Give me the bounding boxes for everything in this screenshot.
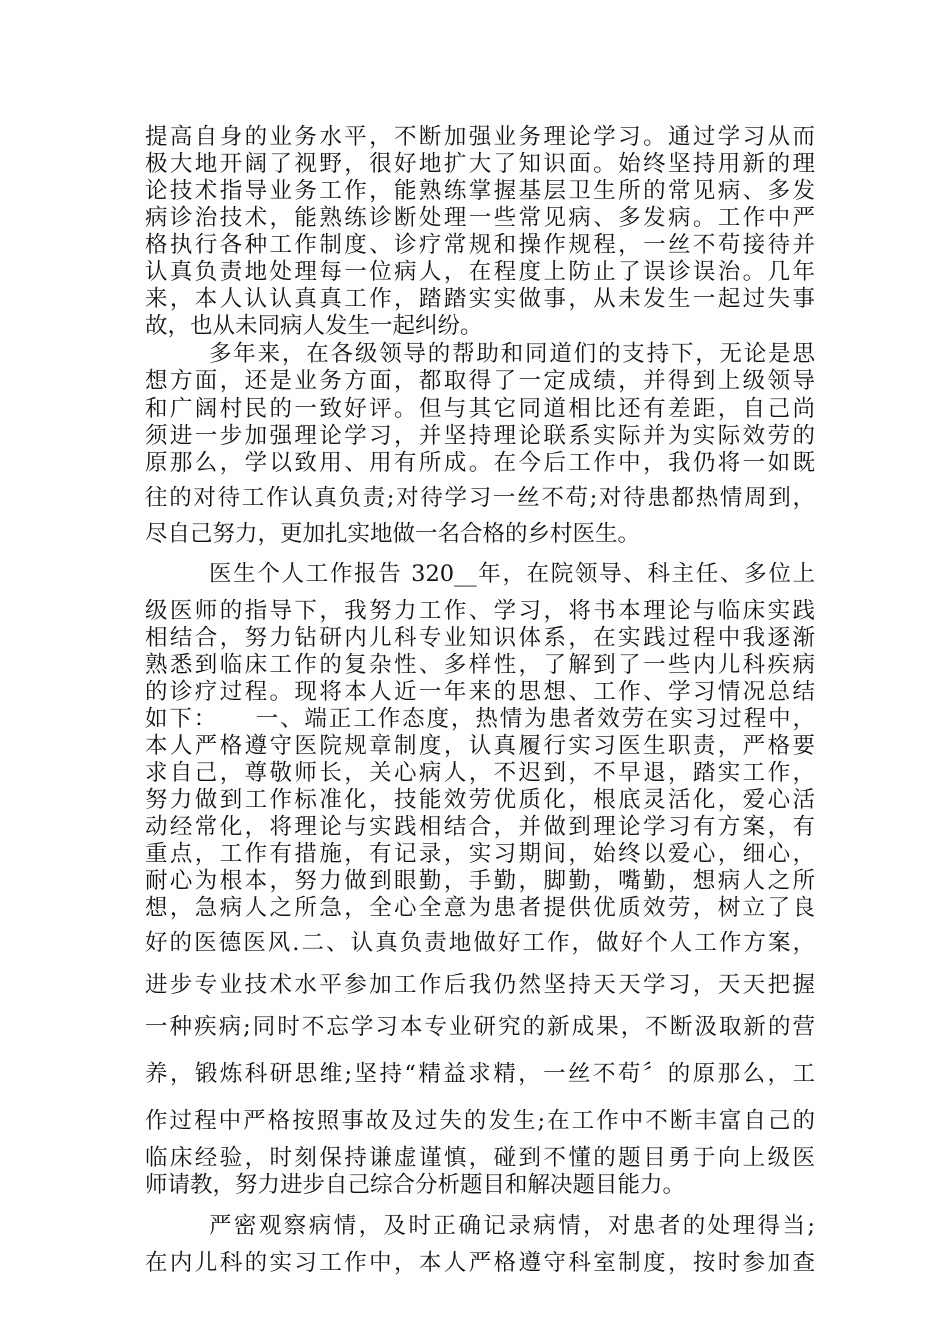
paragraph-start-line: 严密观察病情，及时正确记录病情，对患者的处理得当; — [209, 1213, 815, 1239]
text-line: 临床经验，时刻保持谦虚谨慎，碰到不懂的题目勇于向上级医 — [145, 1145, 815, 1171]
text-line: 往的对待工作认真负责;对待学习一丝不苟;对待患都热情周到， — [145, 485, 815, 511]
text-line: 原那么，学以致用、用有所成。在今后工作中，我仍将一如既 — [145, 450, 815, 476]
text-line: 认真负责地处理每一位病人，在程度上防止了误诊误治。几年 — [145, 259, 815, 285]
paragraph-start-line: 医生个人工作报告 320__年，在院领导、科主任、多位上 — [209, 561, 815, 587]
text-line: 的诊疗过程。现将本人近一年来的思想、工作、学习情况总结 — [145, 679, 815, 705]
text-line: 级医师的指导下，我努力工作、学习，将书本理论与临床实践 — [145, 598, 815, 624]
text-line: 师请教，努力进步自己综合分析题目和解决题目能力。 — [145, 1172, 686, 1198]
text-line: 格执行各种工作制度、诊疗常规和操作规程，一丝不苟接待并 — [145, 232, 815, 258]
text-line: 一种疾病;同时不忘学习本专业研究的新成果，不断汲取新的营 — [145, 1014, 815, 1040]
text-line: 想，急病人之所急，全心全意为患者提供优质效劳，树立了良 — [145, 895, 815, 921]
text-line: 本人严格遵守医院规章制度，认真履行实习医生职责，严格要 — [145, 733, 815, 759]
text-line: 来，本人认认真真工作，踏踏实实做事，从未发生一起过失事 — [145, 286, 815, 312]
text-line: 故，也从未同病人发生一起纠纷。 — [145, 313, 483, 339]
paragraph-start-line: 多年来，在各级领导的帮助和同道们的支持下，无论是思 — [209, 341, 815, 367]
text-line: 作过程中严格按照事故及过失的发生;在工作中不断丰富自己的 — [145, 1108, 815, 1134]
text-line: 须进一步加强理论学习，并坚持理论联系实际并为实际效劳的 — [145, 423, 815, 449]
text-line: 进步专业技术水平参加工作后我仍然坚持天天学习，天天把握 — [145, 972, 815, 998]
text-line: 尽自己努力，更加扎实地做一名合格的乡村医生。 — [145, 521, 641, 547]
text-line: 在内儿科的实习工作中，本人严格遵守科室制度，按时参加查 — [145, 1250, 815, 1276]
text-line: 养，锻炼科研思维;坚持“精益求精，一丝不苟〞的原那么，工 — [145, 1061, 815, 1087]
text-line: 求自己，尊敬师长，关心病人，不迟到，不早退，踏实工作， — [145, 760, 815, 786]
text-line: 好的医德医风.二、认真负责地做好工作，做好个人工作方案， — [145, 930, 815, 956]
text-line: 提高自身的业务水平，不断加强业务理论学习。通过学习从而 — [145, 124, 815, 150]
text-line: 论技术指导业务工作，能熟练掌握基层卫生所的常见病、多发 — [145, 178, 815, 204]
text-line: 努力做到工作标准化，技能效劳优质化，根底灵活化，爱心活 — [145, 787, 815, 813]
text-line: 相结合，努力钻研内儿科专业知识体系，在实践过程中我逐渐 — [145, 625, 815, 651]
text-line: 动经常化，将理论与实践相结合，并做到理论学习有方案，有 — [145, 814, 815, 840]
text-line: 重点，工作有措施，有记录，实习期间，始终以爱心，细心， — [145, 841, 815, 867]
text-line: 极大地开阔了视野，很好地扩大了知识面。始终坚持用新的理 — [145, 151, 815, 177]
text-line: 病诊治技术，能熟练诊断处理一些常见病、多发病。工作中严 — [145, 205, 815, 231]
text-line: 熟悉到临床工作的复杂性、多样性，了解到了一些内儿科疾病 — [145, 652, 815, 678]
text-line: 如下： 一、端正工作态度，热情为患者效劳在实习过程中， — [145, 706, 815, 732]
text-line: 和广阔村民的一致好评。但与其它同道相比还有差距，自己尚 — [145, 396, 815, 422]
text-line: 想方面，还是业务方面，都取得了一定成绩，并得到上级领导 — [145, 368, 815, 394]
text-line: 耐心为根本，努力做到眼勤，手勤，脚勤，嘴勤，想病人之所 — [145, 868, 815, 894]
